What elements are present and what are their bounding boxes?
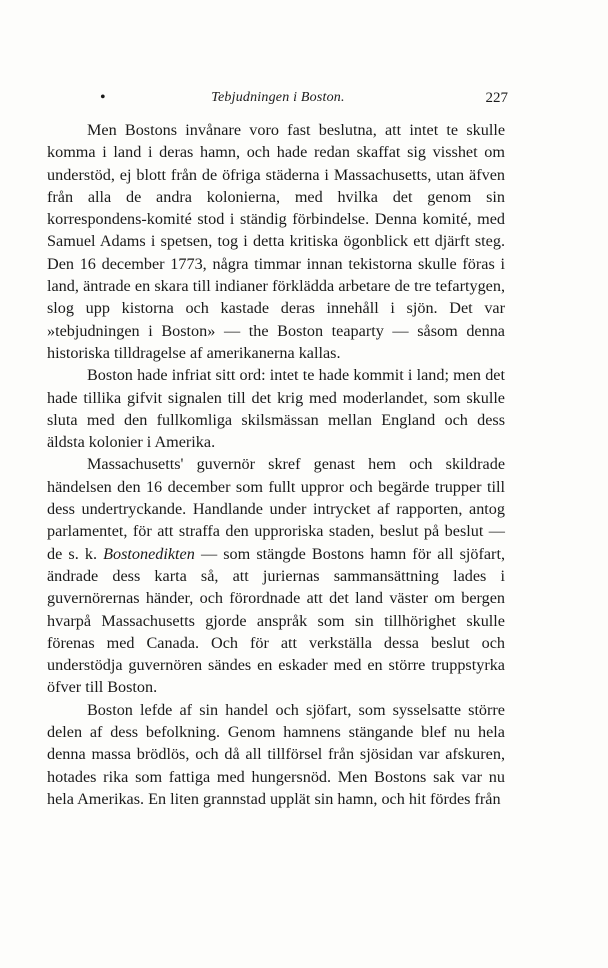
page-number: 227 (485, 90, 508, 106)
bostonedikten-term: Bostonedikten (103, 544, 195, 563)
paragraph-4: Boston lefde af sin handel och sjöfart, som sysselsatte större delen af dess befolkning. Genom hamnens stängande blef nu hela denna massa brödlös, och då all tillförsel från sjösidan var afskuren, hotades rika som fattiga med hungersnöd. Men Bostons sak var nu hela Amerikas. En liten grannstad upplät sin hamn, och hit fördes från (47, 700, 505, 808)
paragraph-1: Men Bostons invånare voro fast beslutna, att intet te skulle komma i land i deras hamn, och hade redan skaffat sig visshet om understöd, ej blott från de öfriga städerna i Massachusetts, utan äfven från alla de andra kolonierna, med hvilka det genom sin korrespondens-komité stod i ständig förbindelse. Denna komité, med Samuel Adams i spetsen, tog i detta kritiska ögonblick ett djärft steg. Den 16 december 1773, några timmar innan tekistorna skulle föras i land, äntrade en skara till indianer förklädda arbetare de tre tefartygen, slog upp kistorna och kastade deras innehåll i sjön. Det var »tebjudningen i Boston» — the Boston teaparty — såsom denna historiska tilldragelse af amerikanerna kallas. (47, 121, 505, 362)
paragraph-3-text-start: Massachusetts' guvernör skref genast hem och skildrade händelsen den 16 december som fullt uppror och begärde trupper till dess undertryckande. Handlande under intrycket af rapporten, antog parlamentet, för att straffa den upproriska staden, beslut på beslut — de s. k. (47, 455, 505, 563)
paragraph-3-text-end: — som stängde Bostons hamn för all sjöfart, ändrade dess karta så, att juriernas sammansättning lades i guvernörernas händer, och förordnade att det land väster om bergen hvarpå Massachusetts gjorde anspråk som sin tillhörighet skulle förenas med Canada. Och för att verkställa dessa beslut och understödja guvernören sändes en eskader med en större truppstyrka öfver till Boston. (47, 544, 505, 697)
running-title: Tebjudningen i Boston. (211, 90, 345, 105)
header-marker: • (100, 89, 106, 106)
paragraph-2: Boston hade infriat sitt ord: intet te hade kommit i land; men det hade tillika gifvit signalen till det krig med moderlandet, som skulle sluta med den fullkomliga skilsmässan mellan England och dess äldsta kolonier i Amerika. (47, 366, 505, 452)
page-header (48, 88, 508, 110)
body-text (47, 119, 505, 810)
paragraph-3 (47, 453, 505, 698)
